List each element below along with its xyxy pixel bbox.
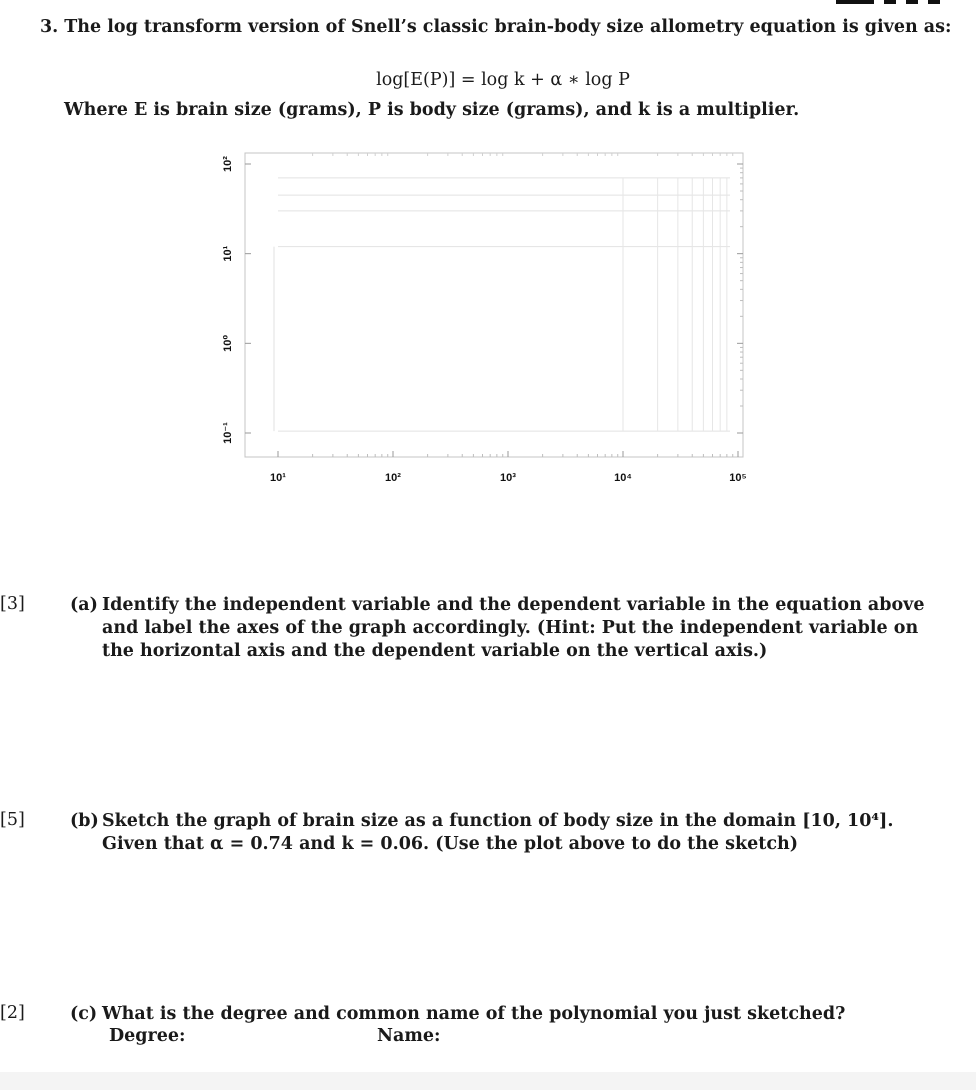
variable-definitions: Where E is brain size (grams), P is body size (grams), and k is a multiplier.: [64, 100, 800, 120]
header-rule-mark: [928, 0, 940, 4]
part-a-label: (a): [70, 595, 98, 615]
part-c: [70, 1003, 950, 1026]
marks-part-c: [2]: [0, 1003, 25, 1023]
part-b: [70, 810, 950, 856]
header-rule-mark: [836, 0, 874, 4]
allometry-equation: log[E(P)] = log k + α ∗ log P: [376, 70, 630, 90]
marks-part-b: [5]: [0, 810, 25, 830]
y-tick-label: 10²: [222, 156, 234, 172]
part-c-text: What is the degree and common name of the polynomial you just sketched?: [102, 1004, 846, 1024]
part-b-label: (b): [70, 811, 99, 831]
part-a: [70, 594, 950, 663]
degree-label: Degree:: [109, 1026, 186, 1046]
x-tick-label: 10⁴: [614, 472, 632, 484]
question-heading: [40, 17, 951, 37]
header-rule-mark: [884, 0, 896, 4]
part-b-text: Sketch the graph of brain size as a function of body size in the domain [10, 10⁴]. Given that α = 0.74 and k = 0.06. (Use the plot above to do the sketch): [102, 811, 894, 854]
log-log-plot: [200, 140, 760, 490]
x-tick-label: 10³: [500, 472, 516, 484]
x-tick-label: 10¹: [270, 472, 286, 484]
question-number: 3.: [40, 17, 59, 37]
y-tick-label: 10¹: [222, 245, 234, 262]
name-label: Name:: [377, 1026, 441, 1046]
question-intro: The log transform version of Snell’s classic brain-body size allometry equation is given as:: [64, 17, 952, 37]
x-tick-label: 10²: [385, 472, 401, 484]
header-rule-mark: [906, 0, 918, 4]
y-tick-label: 10⁰: [222, 334, 234, 352]
y-tick-label: 10⁻¹: [222, 422, 234, 444]
part-c-label: (c): [70, 1004, 98, 1024]
x-tick-label: 10⁵: [729, 472, 747, 484]
page-bottom-strip: [0, 1072, 976, 1090]
part-a-text: Identify the independent variable and the dependent variable in the equation above and label the axes of the graph accordingly. (Hint: Put the independent variable on the horizontal axis and the dependent variable on the vertical axis.): [102, 595, 925, 661]
marks-part-a: [3]: [0, 594, 25, 614]
plot-frame: [245, 153, 743, 457]
